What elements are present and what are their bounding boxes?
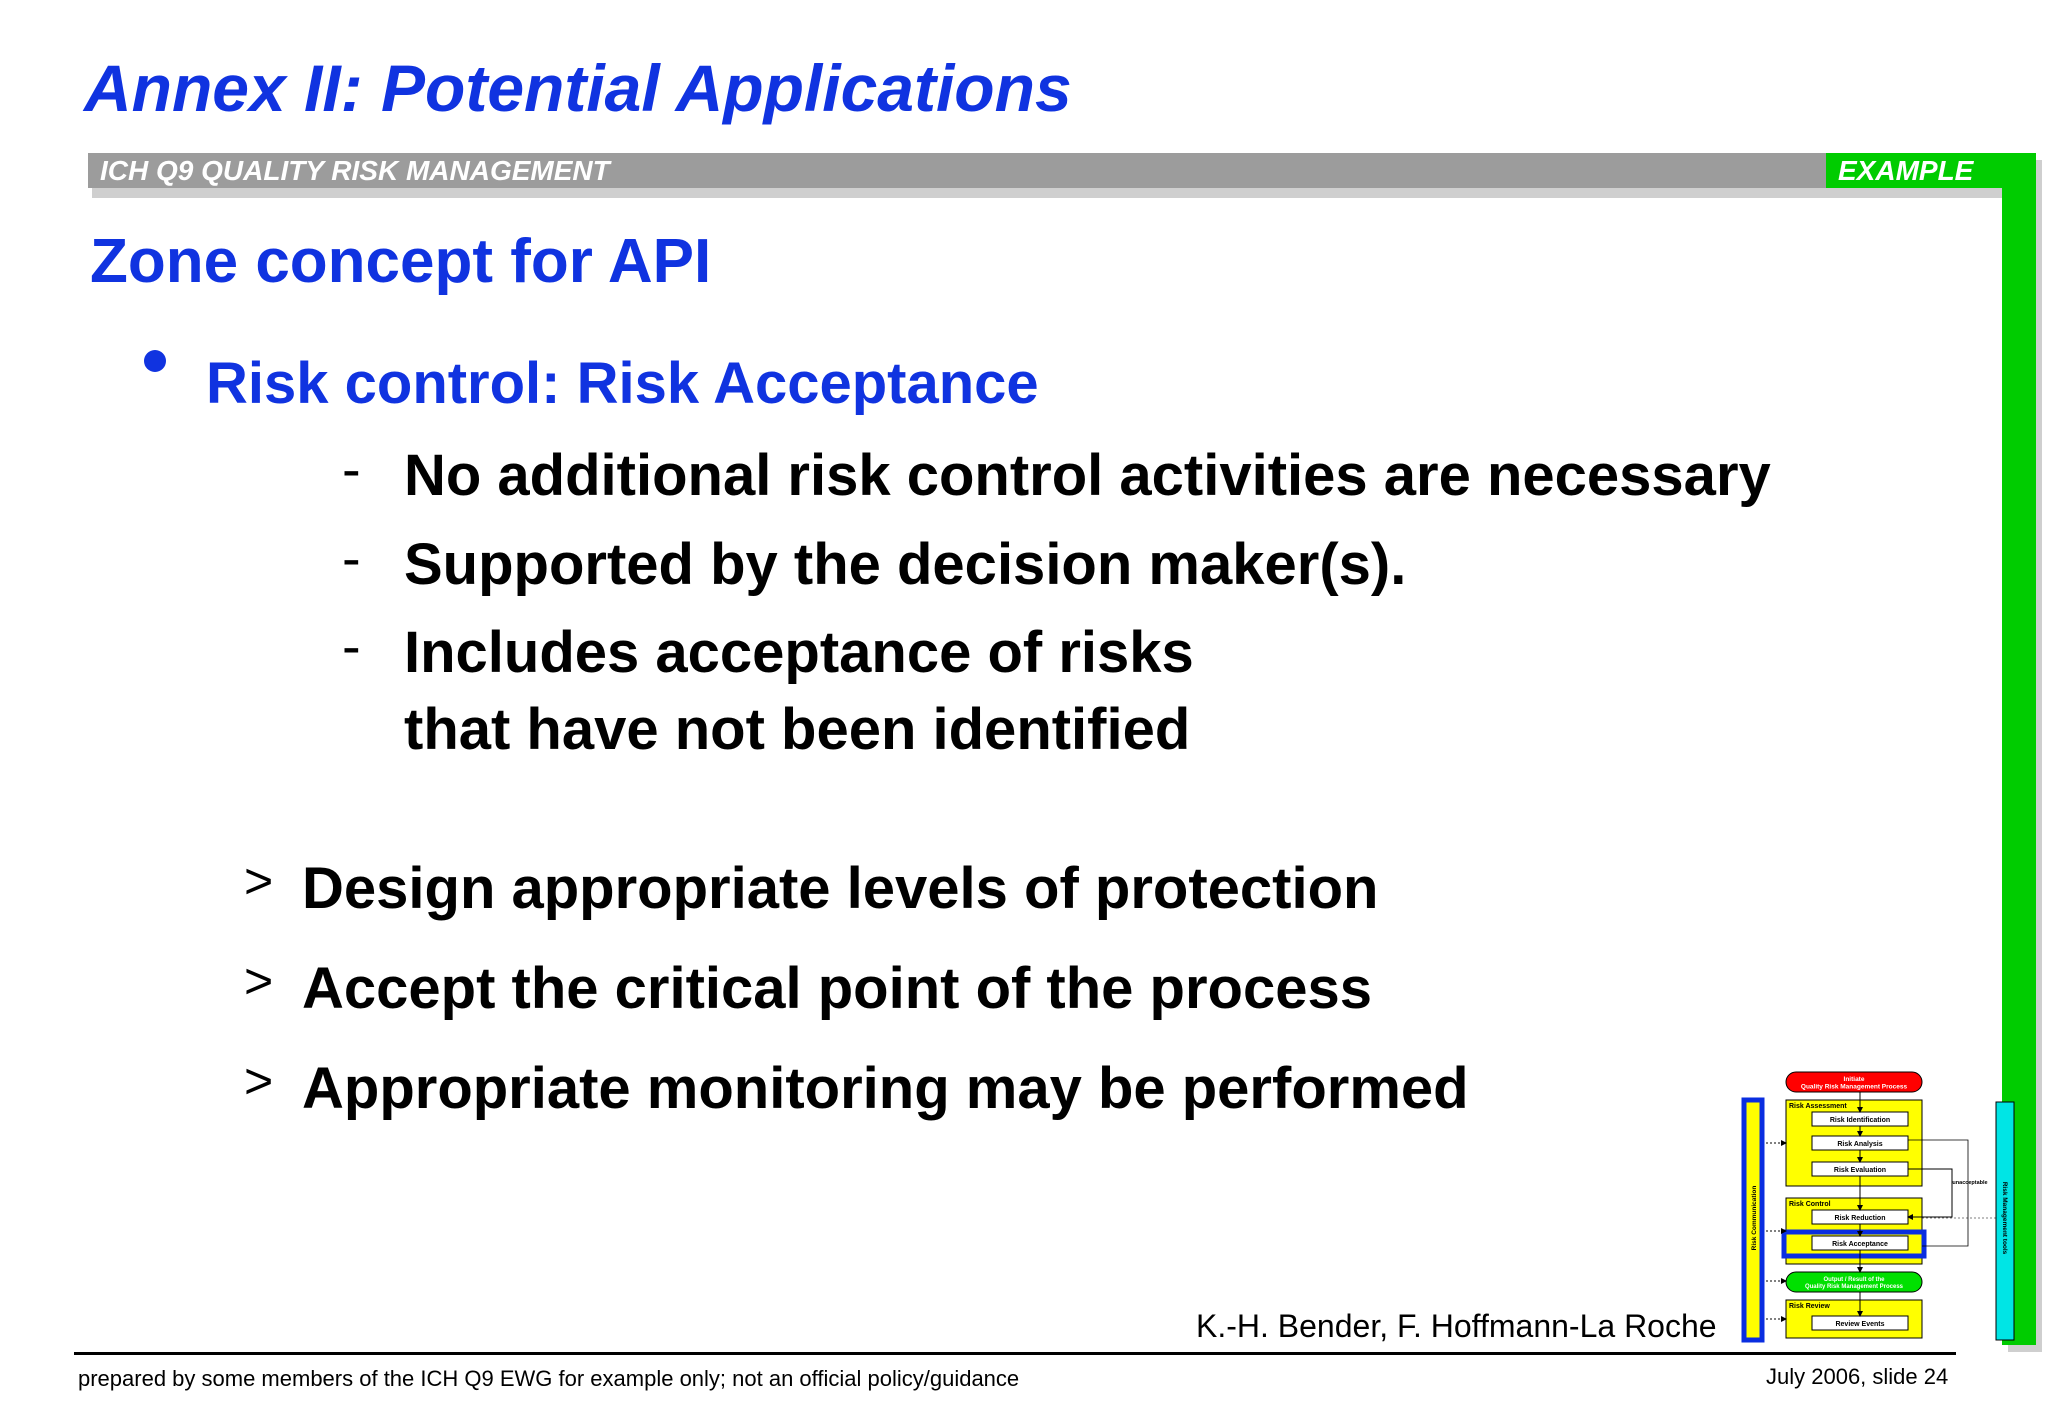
- bullet-dot-icon: [144, 350, 166, 372]
- author-credit: K.-H. Bender, F. Hoffmann-La Roche: [1196, 1308, 1717, 1344]
- sub-item: [342, 438, 1982, 515]
- arrow-item-text: Design appropriate levels of protection: [302, 856, 1379, 921]
- sub-item-list: [342, 438, 1982, 780]
- arrow-item-list: [244, 854, 1744, 1154]
- arrow-item-text: Appropriate monitoring may be performed: [302, 1056, 1469, 1121]
- sub-item-text: Supported by the decision maker(s).: [404, 531, 1407, 597]
- identification-label: Risk Identification: [1829, 1117, 1891, 1124]
- arrow-item-text: Accept the critical point of the process: [302, 956, 1372, 1021]
- arrow-item: [244, 1054, 1744, 1154]
- risk-process-diagram-svg: [1738, 1068, 2028, 1348]
- tools-label: Risk Management tools: [2001, 1181, 2008, 1255]
- risk-process-diagram: [1738, 1068, 2028, 1353]
- unacceptable-label: unacceptable: [1952, 1180, 1988, 1186]
- slide-title: Annex II: Potential Applications: [84, 51, 1072, 125]
- assessment-header: Risk Assessment: [1789, 1103, 1847, 1110]
- arrow-marker: >: [244, 853, 274, 909]
- sub-item: [342, 615, 1982, 768]
- review-header: Risk Review: [1789, 1303, 1830, 1310]
- arrow-item: [244, 854, 1744, 954]
- arrow-marker: >: [244, 1053, 274, 1109]
- arrow-marker: >: [244, 953, 274, 1009]
- slide-subtitle: Zone concept for API: [90, 227, 712, 296]
- review-events-label: Review Events: [1835, 1321, 1885, 1328]
- example-tag: EXAMPLE: [1826, 153, 2004, 188]
- evaluation-label: Risk Evaluation: [1833, 1167, 1887, 1174]
- dash-marker: -: [342, 525, 361, 589]
- initiate-label-1: Initiate Quality Risk Management Process: [1800, 1076, 1908, 1091]
- output-label: Output / Result of the Quality Risk Management Process: [1804, 1277, 1904, 1290]
- sub-item: [342, 527, 1982, 604]
- bullet-heading: Risk control: Risk Acceptance: [206, 351, 1039, 416]
- dash-marker: -: [342, 614, 361, 678]
- footer-divider: [74, 1352, 1956, 1355]
- communication-label: Risk Communication: [1751, 1185, 1758, 1251]
- control-header: Risk Control: [1789, 1201, 1831, 1208]
- footer-disclaimer: prepared by some members of the ICH Q9 EWG for example only; not an official policy/guidance: [78, 1366, 1020, 1391]
- footer-slide-number: July 2006, slide 24: [1766, 1364, 1949, 1389]
- banner-header: ICH Q9 QUALITY RISK MANAGEMENT: [88, 153, 1874, 188]
- acceptance-label: Risk Acceptance: [1832, 1241, 1888, 1248]
- dash-marker: -: [342, 437, 361, 500]
- arrow-item: [244, 954, 1744, 1054]
- sub-item-text: No additional risk control activities are necessary: [404, 443, 1771, 508]
- reduction-label: Risk Reduction: [1834, 1215, 1886, 1222]
- sub-item-text: Includes acceptance of risks that have not been identified: [404, 620, 1194, 762]
- analysis-label: Risk Analysis: [1837, 1141, 1883, 1148]
